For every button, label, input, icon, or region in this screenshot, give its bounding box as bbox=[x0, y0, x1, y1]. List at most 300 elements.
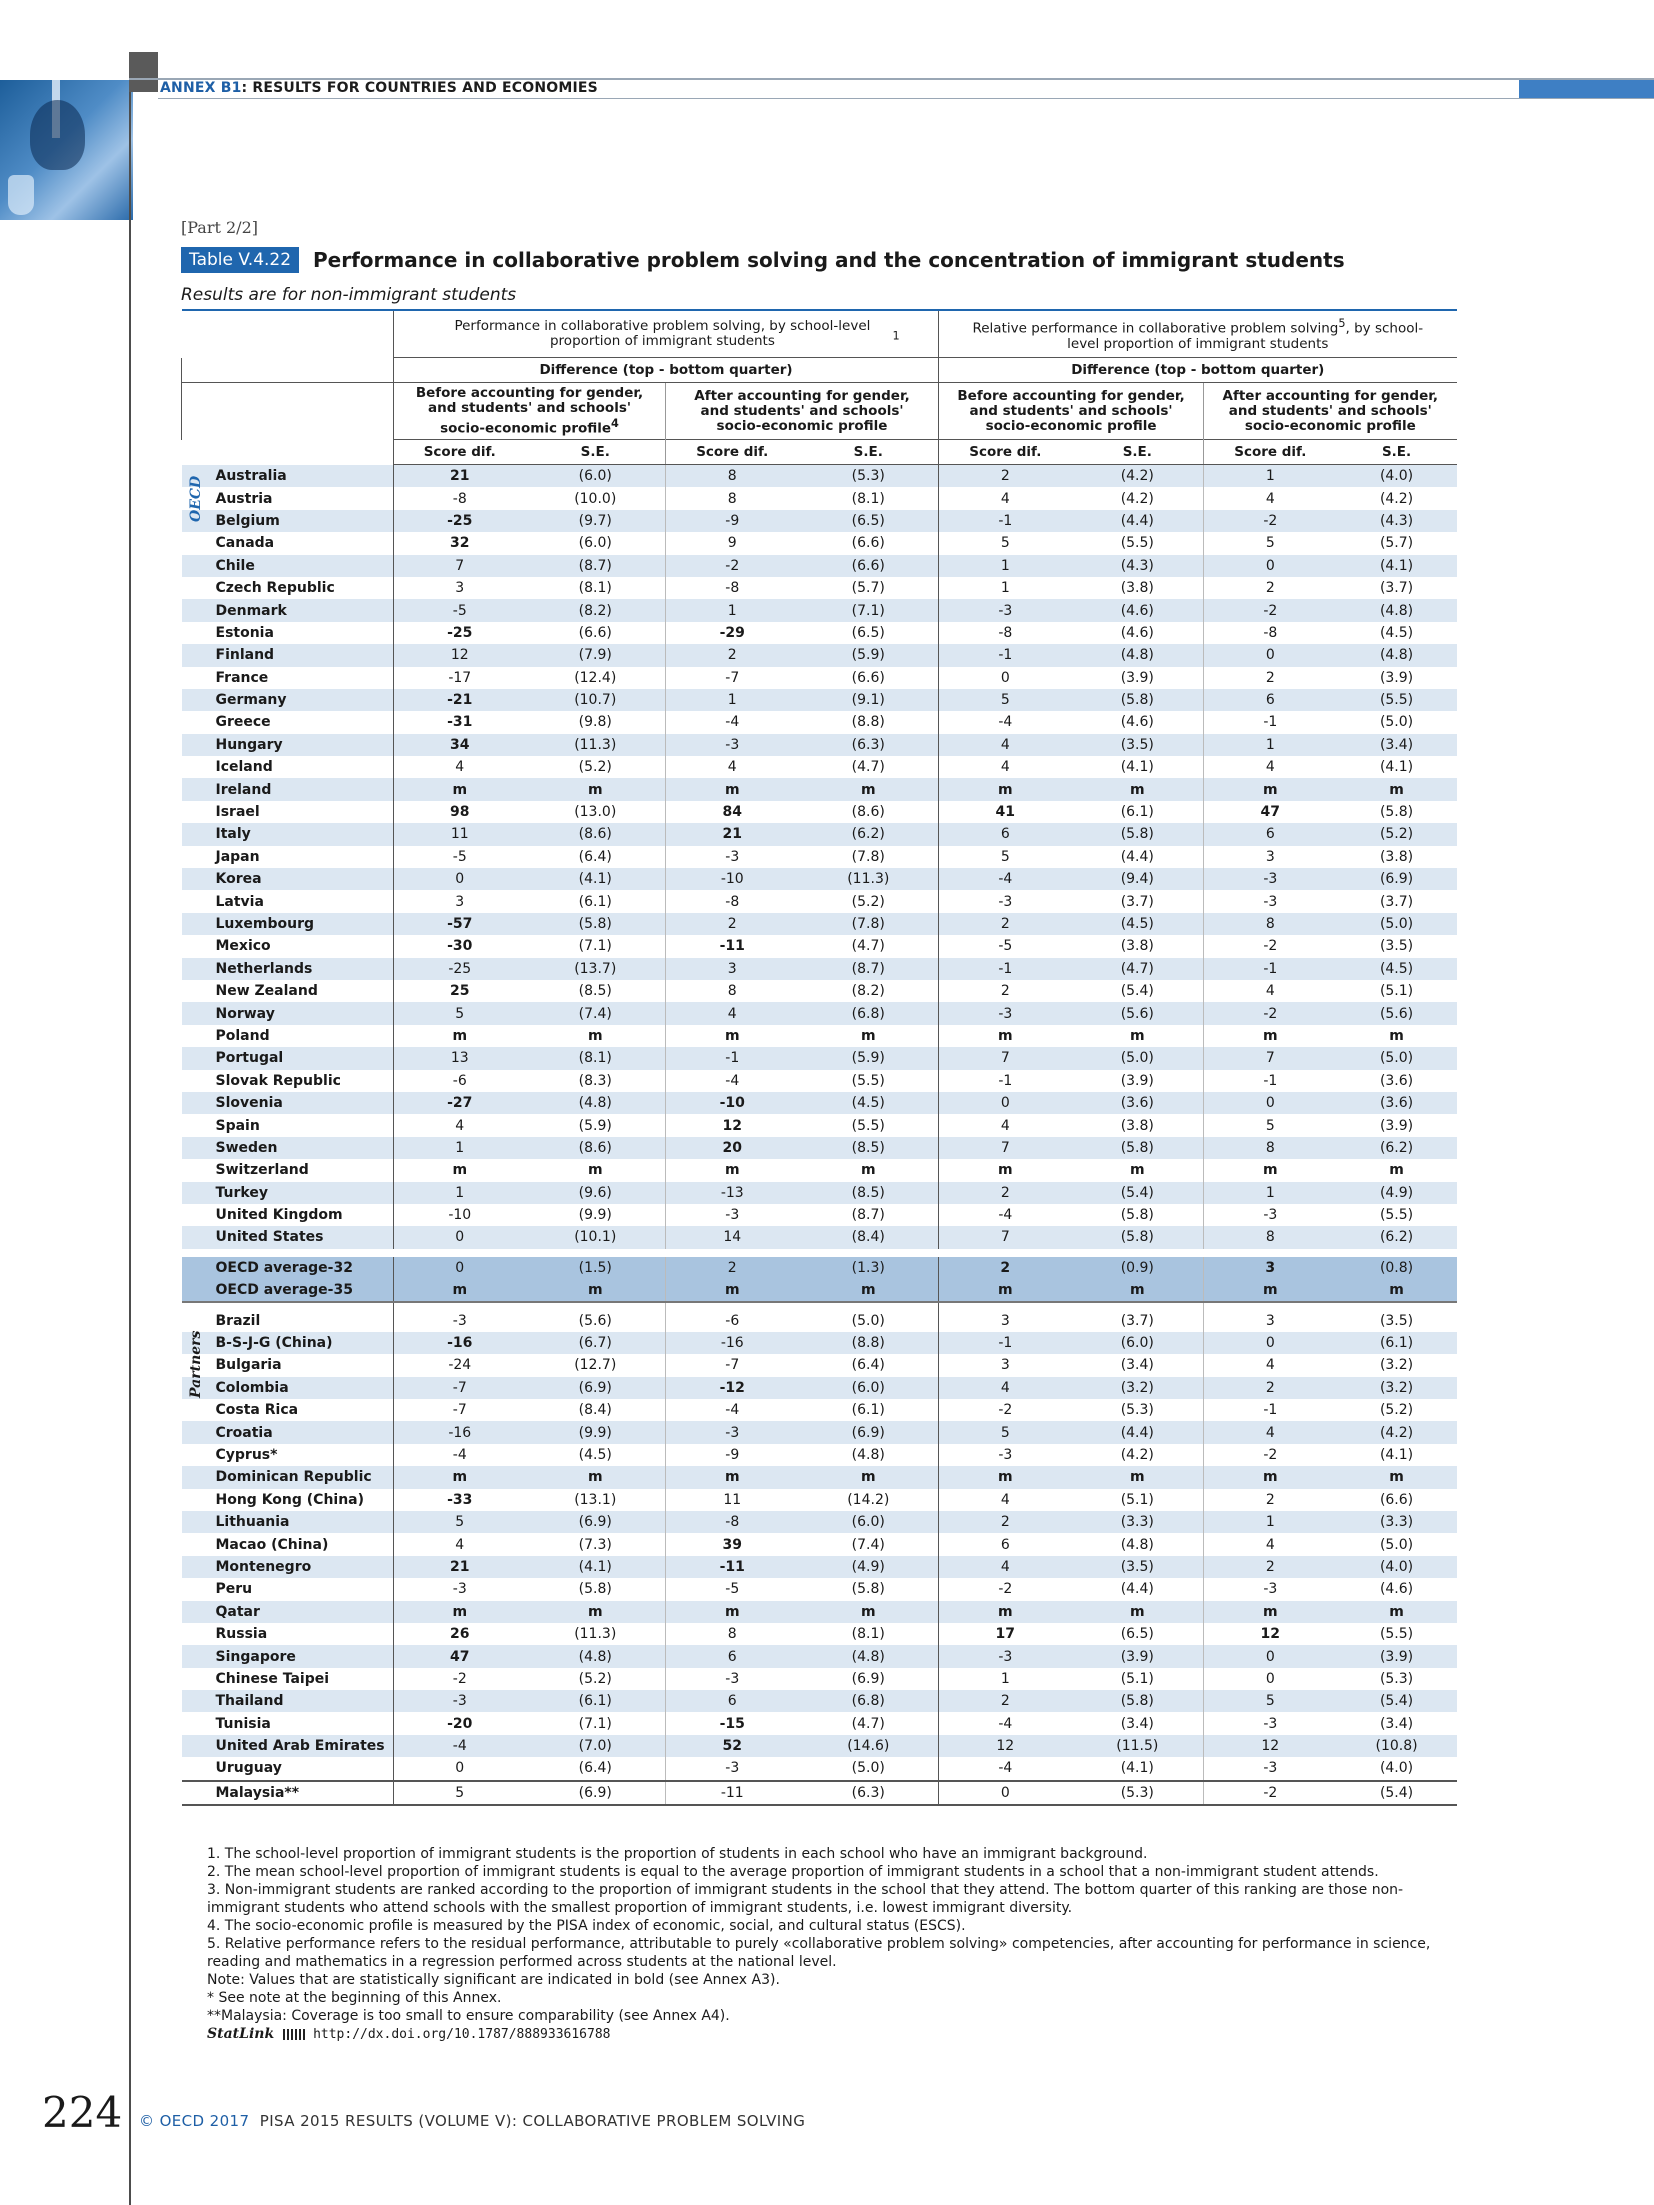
col-score-3: Score dif. bbox=[939, 440, 1072, 465]
se-cell: (6.8) bbox=[799, 1002, 939, 1024]
table-row bbox=[182, 1114, 1457, 1136]
se-cell: (5.6) bbox=[1337, 1002, 1457, 1024]
score-dif-cell: -5 bbox=[394, 846, 526, 868]
se-cell: (10.7) bbox=[526, 689, 666, 711]
se-cell: (5.3) bbox=[799, 465, 939, 488]
score-dif-cell: 4 bbox=[1204, 980, 1337, 1002]
score-dif-cell: -10 bbox=[394, 1204, 526, 1226]
score-dif-cell: 0 bbox=[1204, 1668, 1337, 1690]
table-row bbox=[182, 801, 1457, 823]
se-cell: (5.5) bbox=[1379, 1207, 1414, 1224]
table-row bbox=[182, 622, 1457, 644]
se-cell: (6.9) bbox=[1337, 868, 1457, 890]
footnote-1: 1. The school-level proportion of immigrant students is the proportion of students in each school who have an immigrant background. bbox=[207, 1846, 1148, 1862]
table-row bbox=[182, 1421, 1457, 1443]
score-dif-cell: -2 bbox=[394, 1668, 526, 1690]
score-dif-cell: -8 bbox=[394, 487, 526, 509]
se-cell: (4.0) bbox=[1379, 1760, 1414, 1777]
header-blue-bar bbox=[1519, 80, 1654, 98]
score-dif-cell: m bbox=[666, 1159, 799, 1181]
score-dif-cell: 32 bbox=[394, 532, 526, 554]
score-dif-cell: -1 bbox=[939, 958, 1072, 980]
se-cell: (5.4) bbox=[1120, 983, 1154, 1000]
se-cell: (4.5) bbox=[1072, 913, 1204, 935]
se-cell: (8.7) bbox=[851, 1207, 885, 1224]
se-cell: (3.8) bbox=[1120, 1117, 1154, 1134]
score-dif-cell: -3 bbox=[1204, 1204, 1337, 1226]
se-cell: (8.5) bbox=[799, 1182, 939, 1204]
country-name: Korea bbox=[182, 868, 394, 890]
score-dif-cell: -6 bbox=[666, 1302, 799, 1331]
se-cell: m bbox=[1072, 1466, 1204, 1488]
se-cell: (8.6) bbox=[526, 823, 666, 845]
score-dif-cell: 5 bbox=[939, 689, 1072, 711]
score-dif-cell: m bbox=[1204, 778, 1337, 800]
header-row-groups bbox=[182, 310, 1457, 358]
score-dif-cell: 2 bbox=[939, 980, 1072, 1002]
se-cell: (7.4) bbox=[526, 1002, 666, 1024]
score-dif-cell: -11 bbox=[666, 1556, 799, 1578]
country-name: New Zealand bbox=[215, 983, 318, 1000]
score-dif-cell: 0 bbox=[1204, 555, 1337, 577]
se-cell: m bbox=[587, 1027, 603, 1044]
country-name: Latvia bbox=[215, 893, 264, 910]
table-row bbox=[182, 1159, 1457, 1181]
country-name: Singapore bbox=[182, 1645, 394, 1667]
se-cell: (3.9) bbox=[1337, 1645, 1457, 1667]
score-dif-cell: 4 bbox=[666, 756, 799, 778]
score-dif-cell: -8 bbox=[666, 577, 799, 599]
score-dif-cell: 2 bbox=[939, 1182, 1072, 1204]
table-row bbox=[182, 868, 1457, 890]
se-cell: (5.0) bbox=[1379, 1536, 1414, 1553]
se-cell: (6.9) bbox=[526, 1781, 666, 1805]
se-cell: (3.9) bbox=[1379, 669, 1414, 686]
score-dif-cell: 4 bbox=[939, 1489, 1072, 1511]
se-cell: (4.4) bbox=[1072, 1421, 1204, 1443]
table-row bbox=[182, 1533, 1457, 1555]
score-dif-cell: 0 bbox=[939, 1781, 1072, 1805]
score-dif-cell: -4 bbox=[939, 1204, 1072, 1226]
se-cell: (5.2) bbox=[578, 759, 612, 776]
score-dif-cell: -3 bbox=[1204, 1757, 1337, 1780]
se-cell: (9.6) bbox=[526, 1182, 666, 1204]
score-dif-cell: m bbox=[1204, 1601, 1337, 1623]
score-dif-cell: -3 bbox=[939, 1645, 1072, 1667]
se-cell: (4.7) bbox=[1072, 958, 1204, 980]
table-row bbox=[182, 599, 1457, 621]
score-dif-cell: 7 bbox=[394, 555, 526, 577]
score-dif-cell: 6 bbox=[1204, 689, 1337, 711]
score-dif-cell: m bbox=[939, 1279, 1072, 1302]
se-cell: (6.6) bbox=[851, 535, 885, 552]
se-cell: (8.4) bbox=[578, 1402, 612, 1419]
score-dif-cell: 2 bbox=[1204, 1377, 1337, 1399]
country-name: Chinese Taipei bbox=[215, 1670, 330, 1687]
score-dif-cell: -1 bbox=[666, 1047, 799, 1069]
score-dif-cell: -16 bbox=[394, 1421, 526, 1443]
se-cell: (11.5) bbox=[1072, 1735, 1204, 1757]
col-se-1: S.E. bbox=[526, 440, 666, 465]
score-dif-cell: -3 bbox=[394, 1578, 526, 1600]
se-cell: (5.0) bbox=[1337, 913, 1457, 935]
se-cell: (4.5) bbox=[578, 1446, 612, 1463]
table-row bbox=[182, 980, 1457, 1002]
table-row bbox=[182, 1601, 1457, 1623]
country-name: Germany bbox=[182, 689, 394, 711]
se-cell: (5.2) bbox=[1337, 823, 1457, 845]
se-cell: (6.1) bbox=[1120, 804, 1154, 821]
se-cell: (3.5) bbox=[1337, 1302, 1457, 1331]
table-row bbox=[182, 823, 1457, 845]
table-row bbox=[182, 532, 1457, 554]
score-dif-cell: -11 bbox=[666, 935, 799, 957]
se-cell: (3.9) bbox=[1379, 1117, 1414, 1134]
score-dif-cell: 3 bbox=[394, 577, 526, 599]
score-dif-cell: 2 bbox=[1204, 1489, 1337, 1511]
se-cell: (6.2) bbox=[1337, 1226, 1457, 1252]
se-cell: m bbox=[1337, 1601, 1457, 1623]
se-cell: (7.4) bbox=[851, 1536, 885, 1553]
se-cell: (5.9) bbox=[799, 644, 939, 666]
se-cell: (5.0) bbox=[1337, 1047, 1457, 1069]
se-cell: (5.3) bbox=[1072, 1781, 1204, 1805]
score-dif-cell: -2 bbox=[1204, 1444, 1337, 1466]
side-label-oecd: OECD bbox=[188, 475, 204, 522]
se-cell: (4.1) bbox=[526, 868, 666, 890]
score-dif-cell: m bbox=[939, 1466, 1072, 1488]
score-dif-cell: -17 bbox=[394, 667, 526, 689]
header-diff-left: Difference (top - bottom quarter) bbox=[394, 358, 939, 383]
country-name: Bulgaria bbox=[215, 1357, 282, 1374]
se-cell: (5.8) bbox=[526, 913, 666, 935]
se-cell: (9.9) bbox=[578, 1207, 612, 1224]
se-cell: (8.6) bbox=[851, 804, 885, 821]
country-name: Belgium bbox=[182, 510, 394, 532]
table-row bbox=[182, 555, 1457, 577]
footnote-2: 2. The mean school-level proportion of immigrant students is equal to the average proportion of immigrant students in a school that a non-immigrant student attends. bbox=[207, 1864, 1379, 1880]
table-row bbox=[182, 1025, 1457, 1047]
score-dif-cell: -7 bbox=[666, 667, 799, 689]
table-row bbox=[182, 756, 1457, 778]
se-cell: (4.1) bbox=[1337, 555, 1457, 577]
score-dif-cell: -3 bbox=[394, 1302, 526, 1331]
se-cell: (9.1) bbox=[799, 689, 939, 711]
score-dif-cell: m bbox=[666, 1601, 799, 1623]
score-dif-cell: -1 bbox=[939, 1070, 1072, 1092]
score-dif-cell: 5 bbox=[939, 532, 1072, 554]
se-cell: (4.5) bbox=[1379, 624, 1414, 641]
header-after-right bbox=[1204, 383, 1457, 440]
se-cell: (3.5) bbox=[1072, 734, 1204, 756]
footnote-note: Note: Values that are statistically significant are indicated in bold (see Annex A3). bbox=[207, 1972, 780, 1988]
se-cell: (5.3) bbox=[1379, 1670, 1414, 1687]
se-cell: (4.7) bbox=[851, 759, 885, 776]
score-dif-cell: 5 bbox=[1204, 1114, 1337, 1136]
score-dif-cell: 11 bbox=[666, 1489, 799, 1511]
table-row bbox=[182, 1668, 1457, 1690]
table-row bbox=[182, 1092, 1457, 1114]
score-dif-cell: -4 bbox=[666, 1070, 799, 1092]
se-cell: (11.3) bbox=[526, 734, 666, 756]
score-dif-cell: 1 bbox=[939, 1668, 1072, 1690]
scientist-silhouette bbox=[30, 100, 85, 170]
part-label: [Part 2/2] bbox=[181, 218, 258, 237]
se-cell: (8.1) bbox=[578, 580, 612, 597]
country-name: Denmark bbox=[182, 599, 394, 621]
score-dif-cell: -3 bbox=[1204, 868, 1337, 890]
se-cell: (8.3) bbox=[578, 1072, 612, 1089]
footnote-ref-1: 1 bbox=[892, 329, 900, 343]
score-dif-cell: 7 bbox=[1204, 1047, 1337, 1069]
country-name: United Arab Emirates bbox=[182, 1735, 394, 1757]
se-cell: (4.9) bbox=[799, 1556, 939, 1578]
annex-label: ANNEX B1 bbox=[160, 80, 242, 96]
score-dif-cell: 21 bbox=[394, 465, 526, 488]
country-name: Turkey bbox=[182, 1182, 394, 1204]
se-cell: (3.6) bbox=[1379, 1072, 1414, 1089]
footnote-star: * See note at the beginning of this Annex. bbox=[207, 1990, 502, 2006]
se-cell: (6.8) bbox=[799, 1690, 939, 1712]
country-name: Russia bbox=[215, 1626, 268, 1643]
se-cell: (5.5) bbox=[1379, 1626, 1414, 1643]
se-cell: (3.4) bbox=[1120, 1715, 1154, 1732]
footer-publication: PISA 2015 RESULTS (VOLUME V): COLLABORATIVE PROBLEM SOLVING bbox=[259, 2112, 806, 2130]
se-cell: (5.2) bbox=[851, 893, 885, 910]
score-dif-cell: -7 bbox=[666, 1354, 799, 1376]
score-dif-cell: 3 bbox=[939, 1302, 1072, 1331]
se-cell: (4.6) bbox=[1379, 1581, 1414, 1598]
se-cell: (4.6) bbox=[1072, 599, 1204, 621]
score-dif-cell: -3 bbox=[939, 1002, 1072, 1024]
score-dif-cell: 4 bbox=[939, 734, 1072, 756]
header-group-relative bbox=[939, 310, 1457, 358]
score-dif-cell: 1 bbox=[1204, 465, 1337, 488]
score-dif-cell: -3 bbox=[666, 1668, 799, 1690]
page-number: 224 bbox=[42, 2088, 123, 2137]
se-cell: (14.6) bbox=[799, 1735, 939, 1757]
score-dif-cell: 2 bbox=[666, 913, 799, 935]
country-name: United Kingdom bbox=[215, 1207, 343, 1224]
country-name: Luxembourg bbox=[182, 913, 394, 935]
se-cell: (7.1) bbox=[578, 938, 612, 955]
score-dif-cell: 25 bbox=[394, 980, 526, 1002]
header-group-relative-text bbox=[968, 316, 1428, 352]
score-dif-cell: 0 bbox=[939, 1092, 1072, 1114]
country-name: Tunisia bbox=[215, 1715, 271, 1732]
score-dif-cell: -4 bbox=[939, 711, 1072, 733]
score-dif-cell: 14 bbox=[666, 1226, 799, 1252]
score-dif-cell: -6 bbox=[394, 1070, 526, 1092]
score-dif-cell: 8 bbox=[1204, 913, 1337, 935]
score-dif-cell: 21 bbox=[666, 823, 799, 845]
score-dif-cell: -7 bbox=[394, 1399, 526, 1421]
table-row bbox=[182, 1279, 1457, 1302]
score-dif-cell: m bbox=[939, 778, 1072, 800]
score-dif-cell: -1 bbox=[1204, 958, 1337, 980]
se-cell: (3.9) bbox=[1120, 1072, 1154, 1089]
score-dif-cell: 52 bbox=[666, 1735, 799, 1757]
score-dif-cell: 5 bbox=[939, 846, 1072, 868]
score-dif-cell: -3 bbox=[666, 1757, 799, 1780]
header-photo bbox=[0, 80, 133, 220]
score-dif-cell: 5 bbox=[1204, 1690, 1337, 1712]
se-cell: (5.0) bbox=[1379, 714, 1414, 731]
se-cell: m bbox=[1130, 1162, 1145, 1179]
score-dif-cell: 0 bbox=[939, 667, 1072, 689]
se-cell: (5.8) bbox=[1072, 689, 1204, 711]
se-cell: (5.8) bbox=[851, 1581, 885, 1598]
se-cell: (5.0) bbox=[851, 1760, 885, 1777]
score-dif-cell: 3 bbox=[666, 958, 799, 980]
se-cell: (4.8) bbox=[799, 1645, 939, 1667]
side-label-partners: Partners bbox=[188, 1330, 204, 1398]
score-dif-cell: 47 bbox=[1204, 801, 1337, 823]
table-row bbox=[182, 1226, 1457, 1252]
score-dif-cell: 2 bbox=[1204, 667, 1337, 689]
country-name: United States bbox=[182, 1226, 394, 1252]
score-dif-cell: m bbox=[1204, 1466, 1337, 1488]
col-score-4: Score dif. bbox=[1204, 440, 1337, 465]
country-name: Canada bbox=[215, 535, 275, 552]
country-name: Greece bbox=[215, 714, 271, 731]
score-dif-cell: 1 bbox=[939, 577, 1072, 599]
se-cell: (4.4) bbox=[1072, 510, 1204, 532]
table-row bbox=[182, 644, 1457, 666]
score-dif-cell: -2 bbox=[666, 555, 799, 577]
se-cell: m bbox=[799, 1466, 939, 1488]
score-dif-cell: 4 bbox=[1204, 1533, 1337, 1555]
footnote-ref-5: 5 bbox=[1338, 317, 1346, 331]
score-dif-cell: -4 bbox=[394, 1444, 526, 1466]
se-cell: (5.0) bbox=[799, 1302, 939, 1331]
se-cell: (3.5) bbox=[1379, 938, 1414, 955]
score-dif-cell: -8 bbox=[1204, 622, 1337, 644]
score-dif-cell: -10 bbox=[666, 868, 799, 890]
score-dif-cell: -16 bbox=[666, 1332, 799, 1354]
score-dif-cell: 3 bbox=[394, 890, 526, 912]
table-body bbox=[182, 465, 1457, 1806]
score-dif-cell: 39 bbox=[666, 1533, 799, 1555]
se-cell: (13.0) bbox=[574, 804, 617, 821]
se-cell: (6.6) bbox=[799, 555, 939, 577]
country-name: Brazil bbox=[182, 1302, 394, 1331]
statlink-label: StatLink bbox=[207, 2026, 275, 2042]
se-cell: (8.1) bbox=[851, 490, 885, 507]
score-dif-cell: 6 bbox=[1204, 823, 1337, 845]
country-name: Cyprus* bbox=[215, 1446, 278, 1463]
se-cell: (5.8) bbox=[1072, 823, 1204, 845]
left-margin-rule bbox=[129, 92, 131, 2205]
score-dif-cell: m bbox=[666, 778, 799, 800]
se-cell: (6.0) bbox=[799, 1511, 939, 1533]
score-dif-cell: -3 bbox=[939, 890, 1072, 912]
se-cell: (5.6) bbox=[526, 1302, 666, 1331]
country-name: Thailand bbox=[182, 1690, 394, 1712]
se-cell: (6.9) bbox=[851, 1670, 885, 1687]
se-cell: (9.9) bbox=[526, 1421, 666, 1443]
se-cell: (8.4) bbox=[799, 1226, 939, 1252]
statlink-url[interactable]: http://dx.doi.org/10.1787/888933616788 bbox=[313, 2027, 611, 2042]
table-row bbox=[182, 667, 1457, 689]
score-dif-cell: m bbox=[666, 1025, 799, 1047]
country-name: Slovenia bbox=[182, 1092, 394, 1114]
country-name: Portugal bbox=[182, 1047, 394, 1069]
se-cell: m bbox=[526, 1601, 666, 1623]
se-cell: (5.1) bbox=[1120, 1491, 1154, 1508]
score-dif-cell: m bbox=[939, 1159, 1072, 1181]
se-cell: m bbox=[1389, 1162, 1404, 1179]
se-cell: (4.4) bbox=[1120, 848, 1154, 865]
country-name: Spain bbox=[215, 1117, 260, 1134]
score-dif-cell: -9 bbox=[666, 1444, 799, 1466]
se-cell: (13.7) bbox=[526, 958, 666, 980]
se-cell: (8.1) bbox=[526, 1047, 666, 1069]
score-dif-cell: -1 bbox=[939, 510, 1072, 532]
se-cell: (3.7) bbox=[1379, 893, 1414, 910]
table-row bbox=[182, 510, 1457, 532]
se-cell: (7.0) bbox=[526, 1735, 666, 1757]
se-cell: (6.6) bbox=[1379, 1491, 1414, 1508]
table-row bbox=[182, 1511, 1457, 1533]
score-dif-cell: 1 bbox=[394, 1182, 526, 1204]
se-cell: (4.8) bbox=[526, 1092, 666, 1114]
se-cell: (8.8) bbox=[851, 714, 885, 731]
score-dif-cell: -3 bbox=[394, 1690, 526, 1712]
score-dif-cell: 4 bbox=[939, 1377, 1072, 1399]
se-cell: (6.2) bbox=[1337, 1137, 1457, 1159]
se-cell: (4.1) bbox=[526, 1556, 666, 1578]
country-name: France bbox=[215, 669, 269, 686]
table-row bbox=[182, 711, 1457, 733]
se-cell: (8.2) bbox=[851, 983, 885, 1000]
score-dif-cell: m bbox=[394, 1601, 526, 1623]
score-dif-cell: -1 bbox=[1204, 711, 1337, 733]
se-cell: (5.5) bbox=[851, 1072, 885, 1089]
header-row-adjustment bbox=[182, 383, 1457, 440]
score-dif-cell: -3 bbox=[666, 1421, 799, 1443]
se-cell: (10.8) bbox=[1337, 1735, 1457, 1757]
score-dif-cell: 0 bbox=[394, 1253, 526, 1279]
table-row bbox=[182, 935, 1457, 957]
se-cell: (4.1) bbox=[1379, 759, 1414, 776]
se-cell: (5.9) bbox=[799, 1047, 939, 1069]
header-dark-block bbox=[129, 52, 158, 92]
score-dif-cell: -3 bbox=[1204, 890, 1337, 912]
header-row-columns bbox=[182, 440, 1457, 465]
se-cell: (6.9) bbox=[526, 1511, 666, 1533]
se-cell: (5.0) bbox=[1072, 1047, 1204, 1069]
se-cell: (12.4) bbox=[574, 669, 617, 686]
table-row bbox=[182, 734, 1457, 756]
header-before-right bbox=[939, 383, 1204, 440]
se-cell: (4.1) bbox=[1379, 1446, 1414, 1463]
se-cell: (3.2) bbox=[1379, 1357, 1414, 1374]
score-dif-cell: 1 bbox=[1204, 1182, 1337, 1204]
score-dif-cell: m bbox=[939, 1601, 1072, 1623]
header-before-left bbox=[394, 383, 666, 440]
se-cell: (5.8) bbox=[1072, 1137, 1204, 1159]
score-dif-cell: 6 bbox=[666, 1645, 799, 1667]
score-dif-cell: -3 bbox=[1204, 1712, 1337, 1734]
score-dif-cell: 84 bbox=[666, 801, 799, 823]
country-name: Israel bbox=[215, 804, 260, 821]
se-cell: (5.8) bbox=[578, 1581, 612, 1598]
se-cell: (4.1) bbox=[1120, 1760, 1154, 1777]
score-dif-cell: 21 bbox=[394, 1556, 526, 1578]
annex-title-rest: : RESULTS FOR COUNTRIES AND ECONOMIES bbox=[241, 80, 598, 96]
score-dif-cell: -25 bbox=[394, 622, 526, 644]
